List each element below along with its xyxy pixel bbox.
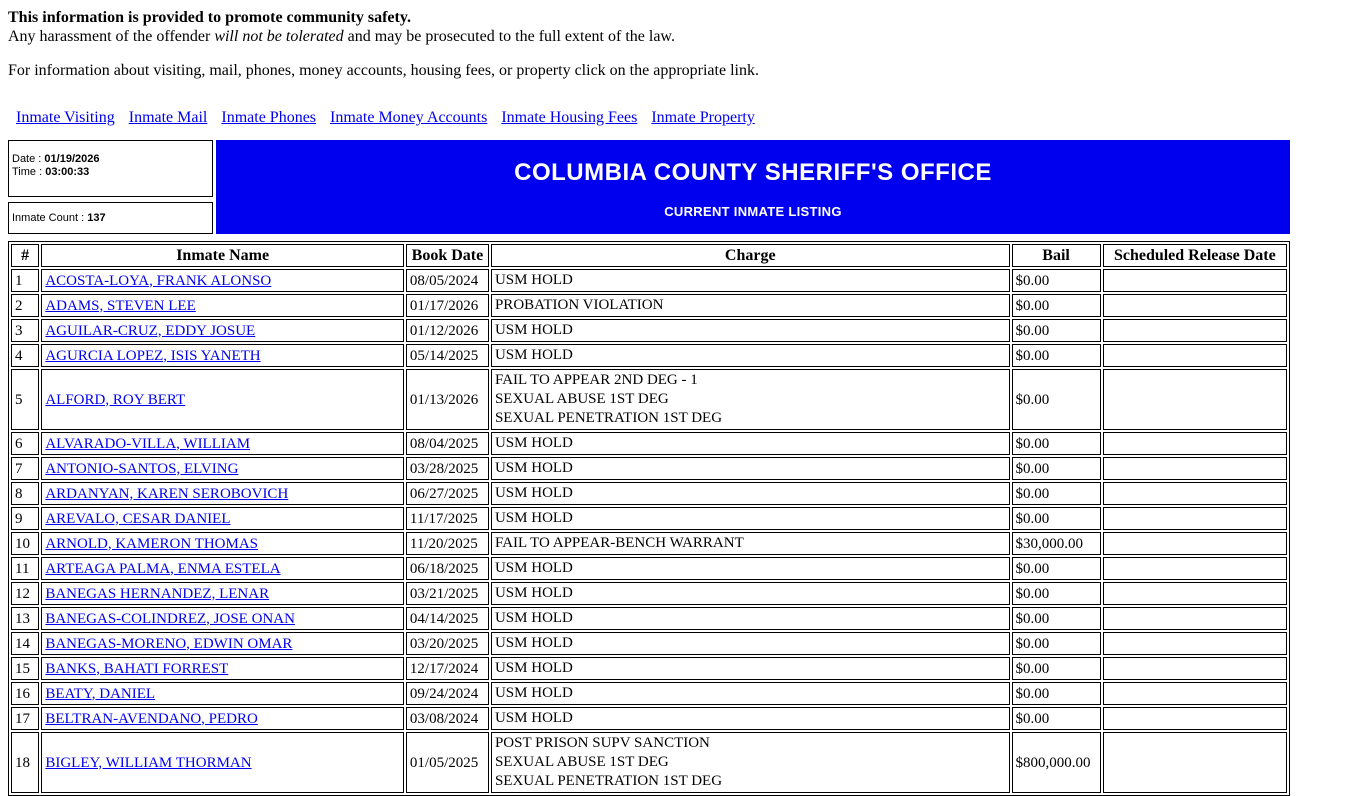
row-number: 7 [11,457,39,480]
charge-line: USM HOLD [494,322,573,338]
inmate-name-cell [41,507,404,530]
table-row [11,607,1287,630]
charge-cell [491,319,1010,342]
book-date-cell: 03/28/2025 [406,457,489,480]
table-row [11,319,1287,342]
table-row [11,682,1287,705]
bail-cell: $0.00 [1012,319,1101,342]
info-panel [8,140,213,234]
row-number: 9 [11,507,39,530]
row-number: 3 [11,319,39,342]
bail-cell: $0.00 [1012,607,1101,630]
charge-cell [491,507,1010,530]
inmate-name-link[interactable]: ARTEAGA PALMA, ENMA ESTELA [45,560,281,577]
row-number: 2 [11,294,39,317]
release-date-cell [1103,557,1287,580]
book-date-cell: 01/17/2026 [406,294,489,317]
row-number: 10 [11,532,39,555]
release-date-cell [1103,682,1287,705]
bail-cell: $0.00 [1012,507,1101,530]
page-subtitle: CURRENT INMATE LISTING [664,204,842,219]
charge-line: USM HOLD [494,272,573,288]
charge-cell [491,707,1010,730]
release-date-cell [1103,432,1287,455]
charge-line: USM HOLD [494,560,573,576]
column-header-bail: Bail [1012,244,1101,267]
charge-cell [491,269,1010,292]
inmate-name-link[interactable]: ALFORD, ROY BERT [45,391,186,408]
charge-cell [491,607,1010,630]
book-date-cell: 03/20/2025 [406,632,489,655]
inmate-name-link[interactable]: BANEGAS-COLINDREZ, JOSE ONAN [45,610,295,627]
table-row [11,557,1287,580]
release-date-cell [1103,457,1287,480]
charge-line: USM HOLD [494,485,573,501]
charge-cell [491,682,1010,705]
inmate-name-link[interactable]: AGURCIA LOPEZ, ISIS YANETH [45,347,261,364]
inmate-name-cell [41,557,404,580]
charge-cell [491,369,1010,430]
time-value: 03:00:33 [45,166,90,178]
inmate-name-link[interactable]: BANKS, BAHATI FORREST [45,660,229,677]
table-header-row [11,244,1287,267]
inmate-name-link[interactable]: ACOSTA-LOYA, FRANK ALONSO [45,272,272,289]
book-date-cell: 12/17/2024 [406,657,489,680]
release-date-cell [1103,344,1287,367]
inmate-name-link[interactable]: BANEGAS-MORENO, EDWIN OMAR [45,635,293,652]
bail-cell: $0.00 [1012,557,1101,580]
column-header-inmate-name: Inmate Name [41,244,404,267]
time-label: Time : [12,166,43,178]
inmate-table-body [11,269,1287,793]
book-date-cell: 03/21/2025 [406,582,489,605]
table-row [11,732,1287,793]
row-number: 8 [11,482,39,505]
column-header-scheduled-release-date: Scheduled Release Date [1103,244,1287,267]
inmate-name-cell [41,457,404,480]
inmate-count-label: Inmate Count : [12,212,85,224]
bail-cell: $0.00 [1012,582,1101,605]
bail-cell: $30,000.00 [1012,532,1101,555]
release-date-cell [1103,507,1287,530]
nav-link-inmate-housing-fees[interactable]: Inmate Housing Fees [501,109,638,126]
charge-line: USM HOLD [494,610,573,626]
book-date-cell: 08/04/2025 [406,432,489,455]
table-row [11,532,1287,555]
charge-cell [491,482,1010,505]
nav-link-inmate-phones[interactable]: Inmate Phones [221,109,317,126]
nav-link-inmate-visiting[interactable]: Inmate Visiting [16,109,115,126]
release-date-cell [1103,319,1287,342]
charge-cell [491,344,1010,367]
safety-notice: This information is provided to promote community safety. [8,9,411,26]
row-number: 17 [11,707,39,730]
column-header-book-date: Book Date [406,244,489,267]
bail-cell: $0.00 [1012,482,1101,505]
table-row [11,369,1287,430]
bail-cell: $0.00 [1012,432,1101,455]
book-date-cell: 11/20/2025 [406,532,489,555]
inmate-name-link[interactable]: ARNOLD, KAMERON THOMAS [45,535,258,552]
charge-cell [491,294,1010,317]
charge-cell [491,657,1010,680]
table-row [11,457,1287,480]
release-date-cell [1103,369,1287,430]
charge-cell [491,582,1010,605]
charge-line: USM HOLD [494,347,573,363]
book-date-cell: 05/14/2025 [406,344,489,367]
nav-link-inmate-property[interactable]: Inmate Property [651,109,755,126]
bail-cell: $0.00 [1012,707,1101,730]
row-number: 18 [11,732,39,793]
inmate-name-cell [41,657,404,680]
inmate-name-link[interactable]: ALVARADO-VILLA, WILLIAM [45,435,251,452]
row-number: 4 [11,344,39,367]
charge-line: FAIL TO APPEAR 2ND DEG - 1 [494,372,698,388]
inmate-name-link[interactable]: AGUILAR-CRUZ, EDDY JOSUE [45,322,256,339]
bail-cell: $0.00 [1012,682,1101,705]
date-value: 01/19/2026 [44,153,100,165]
inmate-name-link[interactable]: ANTONIO-SANTOS, ELVING [45,460,239,477]
table-row [11,344,1287,367]
charge-cell [491,732,1010,793]
book-date-cell: 08/05/2024 [406,269,489,292]
release-date-cell [1103,294,1287,317]
charge-line: SEXUAL PENETRATION 1ST DEG [494,410,723,426]
book-date-cell: 01/05/2025 [406,732,489,793]
book-date-cell: 06/27/2025 [406,482,489,505]
inmate-name-link[interactable]: AREVALO, CESAR DANIEL [45,510,231,527]
charge-line: SEXUAL PENETRATION 1ST DEG [494,773,723,789]
charge-cell [491,432,1010,455]
release-date-cell [1103,632,1287,655]
inmate-name-cell [41,344,404,367]
book-date-cell: 06/18/2025 [406,557,489,580]
bail-cell: $0.00 [1012,369,1101,430]
bail-cell: $0.00 [1012,294,1101,317]
banner [216,140,1290,234]
inmate-count-value: 137 [87,212,106,224]
release-date-cell [1103,657,1287,680]
release-date-cell [1103,582,1287,605]
inmate-name-cell [41,269,404,292]
bail-cell: $0.00 [1012,269,1101,292]
nav-link-inmate-money-accounts[interactable]: Inmate Money Accounts [330,109,488,126]
inmate-name-link[interactable]: BANEGAS HERNANDEZ, LENAR [45,585,270,602]
charge-line: USM HOLD [494,660,573,676]
release-date-cell [1103,732,1287,793]
datetime-box [8,140,213,197]
table-row [11,294,1287,317]
page-title: COLUMBIA COUNTY SHERIFF'S OFFICE [514,159,992,186]
book-date-cell: 01/13/2026 [406,369,489,430]
bail-cell: $0.00 [1012,657,1101,680]
row-number: 6 [11,432,39,455]
table-row [11,632,1287,655]
book-date-cell: 03/08/2024 [406,707,489,730]
inmate-name-cell [41,632,404,655]
inmate-name-cell [41,319,404,342]
column-header-: # [11,244,39,267]
page [8,8,1358,796]
charge-line: SEXUAL ABUSE 1ST DEG [494,391,669,407]
table-row [11,582,1287,605]
bail-cell: $0.00 [1012,632,1101,655]
charge-cell [491,457,1010,480]
row-number: 12 [11,582,39,605]
date-label: Date : [12,153,42,165]
info-instruction: For information about visiting, mail, phones, money accounts, housing fees, or property click on the appropriate link. [8,62,759,79]
bail-cell: $800,000.00 [1012,732,1101,793]
nav-link-inmate-mail[interactable]: Inmate Mail [128,109,208,126]
inmate-name-cell [41,707,404,730]
intro-text [8,8,1358,80]
inmate-name-cell [41,682,404,705]
charge-line: SEXUAL ABUSE 1ST DEG [494,754,669,770]
inmate-name-cell [41,369,404,430]
charge-line: POST PRISON SUPV SANCTION [494,735,710,751]
inmate-name-link[interactable]: ADAMS, STEVEN LEE [45,297,196,314]
charge-line: USM HOLD [494,510,573,526]
table-row [11,657,1287,680]
book-date-cell: 11/17/2025 [406,507,489,530]
charge-line: PROBATION VIOLATION [494,297,664,313]
table-row [11,507,1287,530]
time-line [12,166,210,179]
harassment-warning-emphasis: will not be tolerated [214,28,344,45]
release-date-cell [1103,482,1287,505]
charge-line: USM HOLD [494,585,573,601]
header-band [8,140,1290,234]
charge-line: USM HOLD [494,635,573,651]
inmate-name-link[interactable]: BEATY, DANIEL [45,685,156,702]
table-row [11,482,1287,505]
inmate-table [8,241,1290,796]
row-number: 11 [11,557,39,580]
row-number: 14 [11,632,39,655]
column-header-charge: Charge [491,244,1010,267]
book-date-cell: 01/12/2026 [406,319,489,342]
charge-line: USM HOLD [494,685,573,701]
bail-cell: $0.00 [1012,457,1101,480]
charge-line: USM HOLD [494,435,573,451]
harassment-warning-prefix: Any harassment of the offender [8,28,215,45]
book-date-cell: 04/14/2025 [406,607,489,630]
row-number: 1 [11,269,39,292]
inmate-name-cell [41,432,404,455]
bail-cell: $0.00 [1012,344,1101,367]
date-line [12,153,210,166]
harassment-warning-suffix: and may be prosecuted to the full extent of the law. [343,28,675,45]
book-date-cell: 09/24/2024 [406,682,489,705]
charge-cell [491,532,1010,555]
release-date-cell [1103,607,1287,630]
row-number: 13 [11,607,39,630]
release-date-cell [1103,269,1287,292]
table-row [11,707,1287,730]
charge-line: USM HOLD [494,460,573,476]
inmate-name-cell [41,482,404,505]
inmate-name-link[interactable]: BIGLEY, WILLIAM THORMAN [45,754,252,771]
charge-line: USM HOLD [494,710,573,726]
table-row [11,432,1287,455]
release-date-cell [1103,532,1287,555]
row-number: 5 [11,369,39,430]
inmate-name-cell [41,582,404,605]
inmate-name-cell [41,294,404,317]
harassment-warning [8,27,1358,46]
release-date-cell [1103,707,1287,730]
charge-cell [491,557,1010,580]
row-number: 15 [11,657,39,680]
table-row [11,269,1287,292]
row-number: 16 [11,682,39,705]
charge-cell [491,632,1010,655]
inmate-name-cell [41,732,404,793]
inmate-name-link[interactable]: ARDANYAN, KAREN SEROBOVICH [45,485,289,502]
inmate-count-box [8,202,213,234]
inmate-name-link[interactable]: BELTRAN-AVENDANO, PEDRO [45,710,258,727]
charge-line: FAIL TO APPEAR-BENCH WARRANT [494,535,744,551]
inmate-name-cell [41,607,404,630]
nav-links [16,109,1358,127]
inmate-name-cell [41,532,404,555]
